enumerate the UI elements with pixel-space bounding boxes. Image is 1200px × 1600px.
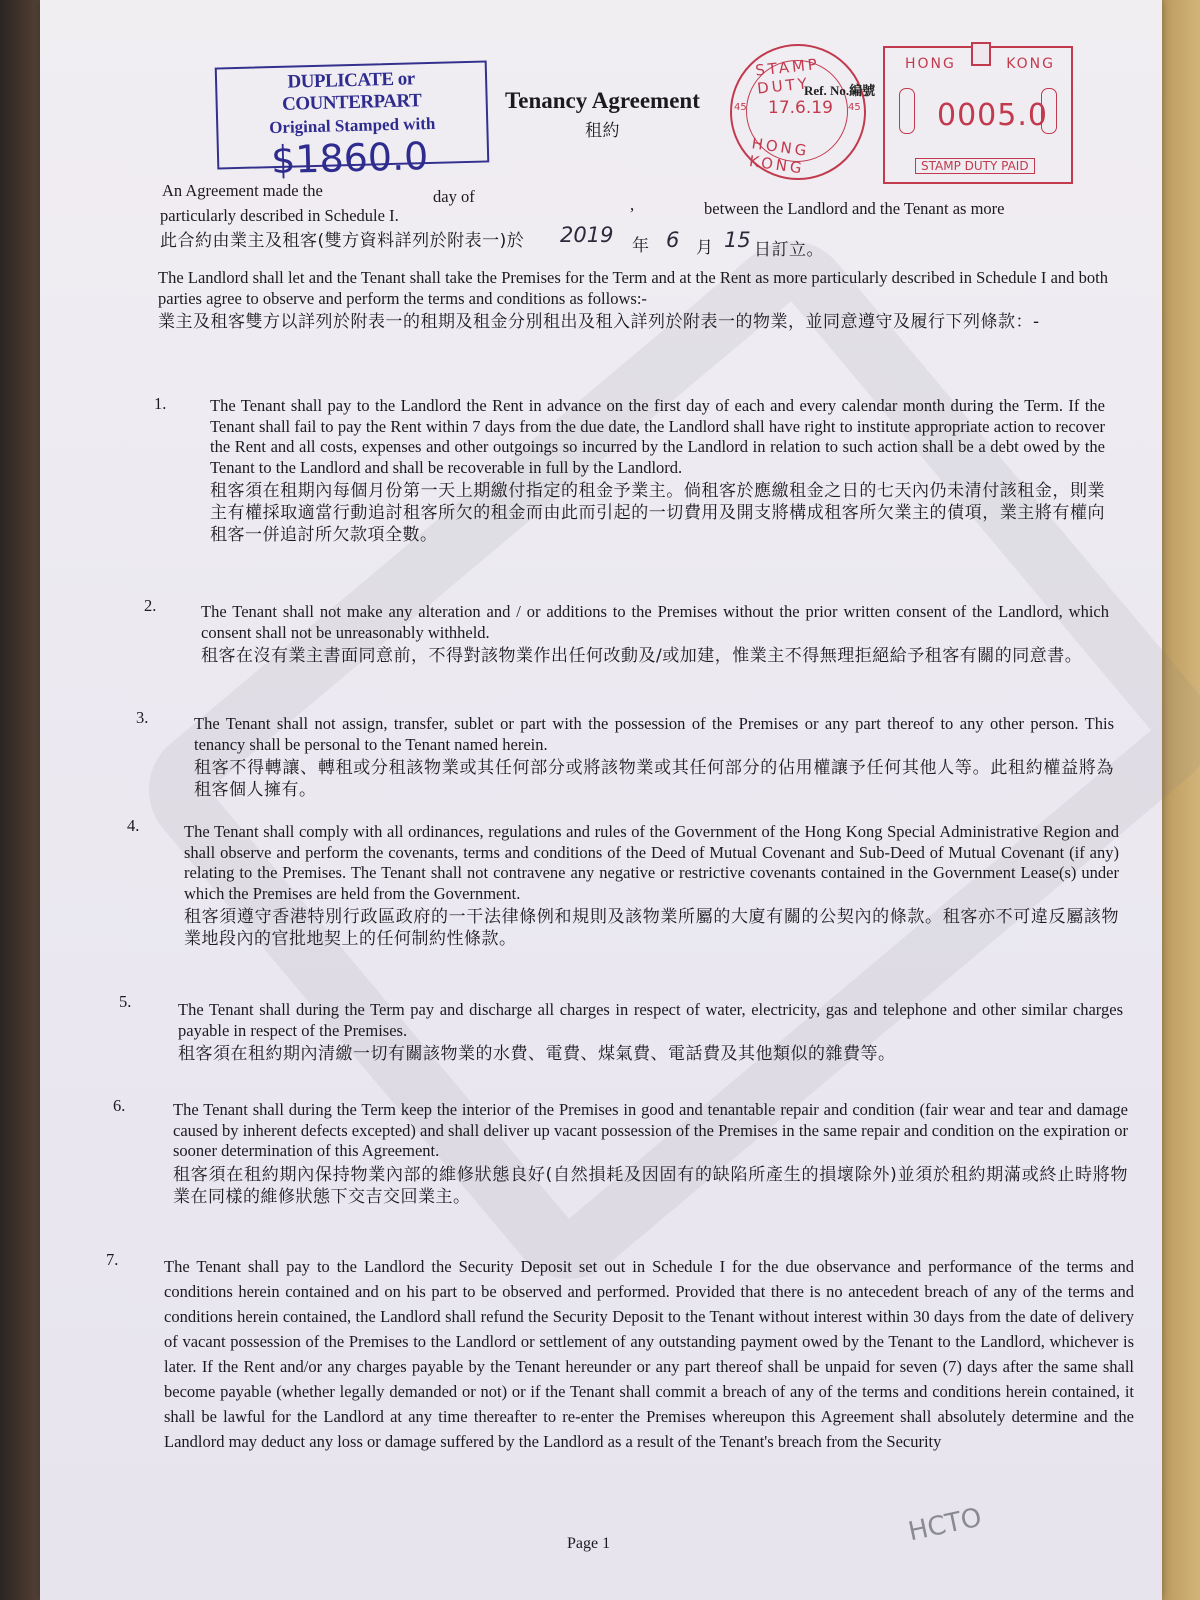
clause-number: 7. — [106, 1250, 119, 1269]
clause-number: 2. — [144, 596, 157, 615]
clause-2 — [201, 602, 1109, 667]
intro-paragraph-zh: 業主及租客雙方以詳列於附表一的租期及租金分別租出及租入詳列於附表一的物業，並同意遵守及履行下列條款：- — [158, 312, 1040, 332]
document-page — [40, 0, 1162, 1600]
clause-text-en: The Tenant shall pay to the Landlord the Rent in advance on the first day of each and every calendar month during the Term. If the Tenant shall fail to pay the Rent within 7 days from the due date, the Landlord shall have right to institute appropriate action to recover the Rent and all costs, expenses and other outgoings so incurred by the Landlord in relation to such action shall be a debt owed by the Tenant to the Landlord and shall be recoverable in full by the Landlord. — [210, 396, 1105, 477]
meter-left-emblem-icon — [899, 88, 915, 134]
clause-text-zh: 租客不得轉讓、轉租或分租該物業或其任何部分或將該物業或其任何部分的佔用權讓予任何其他人等。此租約權益將為租客個人擁有。 — [194, 758, 1114, 800]
clause-text-zh: 租客須在租約期內清繳一切有關該物業的水費、電費、煤氣費、電話費及其他類似的雜費等。 — [178, 1044, 896, 1064]
clause-number: 3. — [136, 708, 149, 727]
intro-paragraph-en: The Landlord shall let and the Tenant shall take the Premises for the Term and at the Rent as more particularly described in Schedule I and both parties agree to observe and perform the terms and conditions as follows:- — [158, 268, 1108, 308]
clause-number: 5. — [119, 992, 132, 1011]
handwritten-year: 2019 — [560, 223, 614, 247]
reference-number-label: Ref. No.編號 — [804, 83, 876, 98]
stamp-box-line1: DUPLICATE or COUNTERPART — [281, 68, 422, 115]
stamp-circle-top-text: STAMP DUTY — [754, 54, 821, 98]
handwritten-initials: HCTO — [905, 1502, 985, 1548]
meter-amount: 0005.0 — [937, 98, 1048, 133]
clause-7 — [164, 1254, 1134, 1454]
intro-line1-b: day of — [433, 187, 475, 206]
intro-zh-suffix: 日訂立。 — [754, 240, 824, 260]
clause-5 — [178, 1000, 1123, 1065]
clause-3 — [194, 714, 1114, 801]
clause-text-en: The Tenant shall not make any alteration and / or additions to the Premises without the prior written consent of the Landlord, which consent shall not be unreasonably withheld. — [201, 602, 1109, 642]
meter-left-text: HONG — [905, 56, 956, 72]
clause-4 — [184, 822, 1119, 950]
clause-text-zh: 租客在沒有業主書面同意前，不得對該物業作出任何改動及/或加建，惟業主不得無理拒絕給予租客有關的同意書。 — [201, 646, 1083, 666]
clause-number: 6. — [113, 1096, 126, 1115]
document-title: Tenancy Agreement — [505, 88, 700, 113]
stamp-box-line2: Original Stamped with — [268, 113, 436, 138]
intro-paragraph — [158, 268, 1108, 333]
intro-line1-a: An Agreement made the — [162, 181, 323, 200]
stamp-duty-circle — [730, 44, 866, 180]
clause-text-zh: 租客須遵守香港特別行政區政府的一干法律條例和規則及該物業所屬的大廈有關的公契內的條款。租客亦不可違反屬該物業地段內的官批地契上的任何制約性條款。 — [184, 907, 1119, 949]
clause-text-en: The Tenant shall during the Term keep the interior of the Premises in good and tenantable repair and condition (fair wear and tear and damage caused by inherent defects excepted) and shall deliver up vacant possession of the Premises in the same repair and condition on the expiration or sooner determination of this Agreement. — [173, 1100, 1128, 1160]
intro-zh-prefix: 此合約由業主及租客(雙方資料詳列於附表一)於 — [160, 231, 525, 251]
clause-text-zh: 租客須在租約期內保持物業內部的維修狀態良好(自然損耗及因固有的缺陷所產生的損壞除外)並須於租約期滿或終止時將物業在同樣的維修狀態下交吉交回業主。 — [173, 1164, 1128, 1207]
intro-line1-c: , — [630, 195, 635, 214]
handwritten-month: 6 — [666, 228, 680, 252]
clause-number: 4. — [127, 816, 140, 835]
stamp-circle-right-number: 45 — [848, 102, 861, 113]
stamp-circle-left-number: 45 — [734, 102, 747, 113]
handwritten-day: 15 — [724, 228, 751, 252]
stamp-circle-date: 17.6.19 — [768, 98, 833, 118]
clause-text-en: The Tenant shall pay to the Landlord the Security Deposit set out in Schedule I for the due observance and performance of the terms and conditions herein contained and on his part to be observed and performed. Provided that there is no antecedent breach of any of the terms and conditions herein contained, the Landlord shall refund the Security Deposit to the Tenant without interest within 30 days from the date of delivery of vacant possession of the Premises to the Landlord or settlement of any outstanding payment owed by the Tenant to the Landlord, whichever is later. If the Rent and/or any charges payable by the Tenant hereunder or any part thereof shall be unpaid for seven (7) days after the same shall become payable (whether legally demanded or not) or if the Tenant shall commit a breach of any of the terms and conditions herein contained, it shall be lawful for the Landlord at any time thereafter to re-enter the Premises whereupon this Agreement shall absolutely determine and the Landlord may deduct any loss or damage suffered by the Landlord as a result of the Tenant's breach from the Security — [164, 1257, 1134, 1451]
stamp-circle-bottom-text: HONG KONG — [748, 134, 811, 178]
duplicate-counterpart-stamp — [215, 60, 490, 183]
clause-1 — [210, 396, 1105, 546]
clause-text-zh: 租客須在租期內每個月份第一天上期繳付指定的租金予業主。倘租客於應繳租金之日的七天內仍未清付該租金，則業主有權採取適當行動追討租客所欠的租金而由此而引起的一切費用及開支將構成租客所欠業主的債項，業主將有權向租客一併追討所欠款項全數。 — [210, 481, 1105, 545]
meter-right-text: KONG — [1006, 56, 1055, 72]
document-title-zh: 租約 — [585, 121, 620, 141]
clause-text-en: The Tenant shall not assign, transfer, sublet or part with the possession of the Premises or any part thereof to any other person. This tenancy shall be personal to the Tenant named herein. — [194, 714, 1114, 754]
intro-line2: particularly described in Schedule I. — [160, 206, 399, 225]
clause-text-en: The Tenant shall comply with all ordinances, regulations and rules of the Government of the Hong Kong Special Administrative Region and shall observe and perform the covenants, terms and conditions of the Deed of Mutual Covenant and Sub-Deed of Mutual Covenant (if any) relating to the Premises. The Tenant shall not contravene any negative or restrictive covenants contained in the Government Lease(s) under which the Premises are held from the Government. — [184, 822, 1119, 903]
clause-text-en: The Tenant shall during the Term pay and discharge all charges in respect of water, electricity, gas and telephone and other similar charges payable in respect of the Premises. — [178, 1000, 1123, 1040]
stamp-duty-meter — [883, 46, 1073, 184]
intro-line1-d: between the Landlord and the Tenant as more — [704, 199, 1005, 218]
clause-6 — [173, 1100, 1128, 1208]
page-number: Page 1 — [567, 1535, 611, 1552]
stamp-box-amount: $1860.0 — [270, 134, 429, 183]
month-char: 月 — [696, 238, 714, 258]
clause-number: 1. — [154, 394, 167, 413]
crest-icon — [971, 42, 991, 66]
meter-paid-label: STAMP DUTY PAID — [915, 158, 1035, 174]
year-char: 年 — [632, 236, 650, 256]
